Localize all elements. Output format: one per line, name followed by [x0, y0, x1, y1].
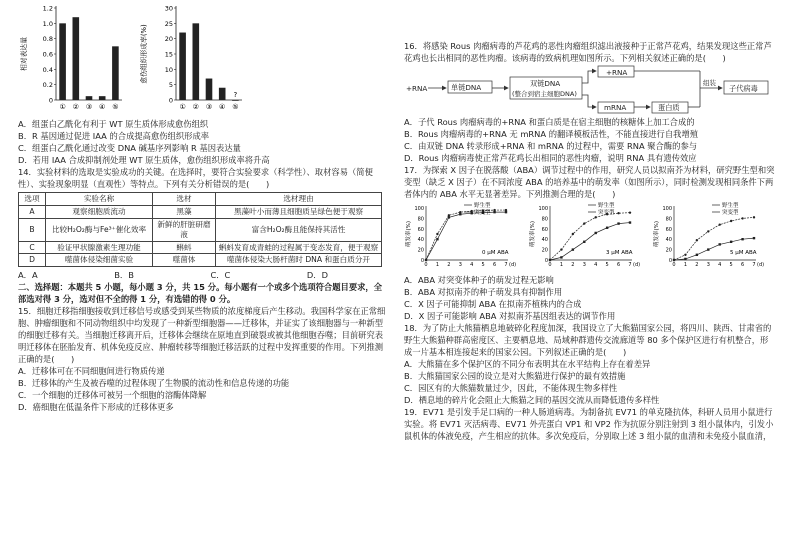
x-tick-label: 0 — [672, 262, 676, 269]
q14-answer-row — [18, 269, 328, 281]
y-axis-label: 相对表达量 — [20, 37, 28, 71]
data-point — [707, 249, 709, 251]
data-point — [719, 243, 721, 245]
data-point — [617, 223, 619, 225]
diagram-rna-in: +RNA — [406, 84, 428, 94]
data-point — [753, 216, 755, 218]
line-chart-5uM — [652, 200, 772, 274]
data-point — [730, 220, 732, 222]
x-tick-label: 2 — [695, 262, 699, 269]
y-tick-label: 80 — [541, 216, 548, 223]
data-point — [741, 238, 743, 240]
q13-option-a: A．组蛋白乙酰化有利于 WT 原生质体形成愈伤组织 — [18, 119, 209, 129]
q18-option-a: A．大熊猫在多个保护区的不同分布表明其在水平结构上存在着差异 — [404, 359, 651, 370]
bar-chart-expression — [18, 0, 128, 118]
bar — [179, 33, 186, 100]
bar — [86, 96, 93, 100]
x-tick-label: 5 — [729, 262, 733, 269]
q13-option-b: B．R 基因通过促进 IAA 的合成提高愈伤组织形成率 — [18, 131, 210, 142]
table-cell: 比较H₂O₂酶与Fe³⁺催化效率 — [46, 218, 153, 241]
x-axis-label: (d) — [757, 262, 765, 269]
bar — [232, 100, 239, 101]
x-tick-label: 3 — [458, 262, 462, 269]
q16-option-a: A．子代 Rous 肉瘤病毒的+RNA 和蛋白质是在宿主细胞的核糖体上加工合成的 — [404, 117, 695, 128]
data-point — [572, 249, 574, 251]
q13-option-c: C．组蛋白乙酰化通过改变 DNA 碱基序列影响 R 基因表达量 — [18, 143, 241, 154]
q17-option-b: B．ABA 对拟南芥的种子萌发具有抑制作用 — [404, 287, 563, 298]
y-tick-label: 1.0 — [42, 19, 53, 28]
data-point — [595, 216, 597, 218]
x-tick-label: 3 — [582, 262, 586, 269]
y-tick-label: 0 — [544, 258, 548, 265]
table-cell: 观察细胞质流动 — [46, 205, 153, 218]
bar — [112, 46, 119, 100]
table-cell: 噬菌体侵染大肠杆菌时 DNA 和蛋白质分开 — [216, 254, 382, 267]
data-point — [471, 212, 473, 214]
q16-option-d: D．Rous 肉瘤病毒使正常芦花鸡长出相同的恶性肉瘤，说明 RNA 具有遗传效应 — [404, 153, 697, 164]
x-tick-label: 4 — [594, 262, 598, 269]
x-axis-label: (d) — [509, 262, 517, 269]
x-tick-label: 6 — [616, 262, 621, 269]
table-row — [19, 254, 382, 267]
diagram-rna-out: +RNA — [606, 68, 628, 78]
data-point — [459, 211, 461, 213]
data-point — [741, 217, 743, 219]
x-tick-label: 6 — [492, 262, 497, 269]
q18-option-b: B．大熊猫国家公园的设立是对大熊猫进行保护的最有效措施 — [404, 371, 626, 382]
diagram-progeny: 子代病毒 — [729, 84, 758, 94]
table-cell: A — [19, 205, 46, 218]
q14-answer-a: A．A — [18, 270, 38, 281]
section-2-header: 二、选择题：本题共 5 小题，每小题 3 分，共 15 分。每小题有一个或多个选项符合题目要求，全部选对得 3 分，选对但不全的得 1 分，有选错的得 0 分。 — [18, 282, 383, 305]
data-point — [696, 254, 698, 256]
x-tick-label: 0 — [548, 262, 552, 269]
y-tick-label: 20 — [164, 35, 173, 44]
y-axis-label: 愈伤组织形成率(%) — [140, 24, 148, 84]
y-tick-label: 100 — [538, 206, 548, 213]
data-point — [684, 254, 686, 256]
q18-option-d: D．栖息地的碎片化会阻止大熊猫之间的基因交流从而降低遗传多样性 — [404, 395, 660, 406]
data-point — [448, 214, 450, 216]
x-tick-label: ⑤ — [112, 103, 119, 111]
q17-option-c: C．X 因子可能抑制 ABA 在拟南芥植株内的合成 — [404, 299, 582, 310]
y-tick-label: 0.6 — [42, 50, 53, 59]
x-tick-label: ④ — [99, 103, 106, 111]
table-cell: 验证甲状腺激素生理功能 — [46, 241, 153, 254]
x-tick-label: 5 — [605, 262, 609, 269]
y-tick-label: 100 — [662, 206, 672, 213]
data-point — [629, 212, 631, 214]
q14-table — [18, 192, 382, 267]
x-tick-label: ② — [72, 103, 79, 111]
line-chart-0uM — [404, 200, 524, 274]
table-cell: D — [19, 254, 46, 267]
x-tick-label: 7 — [628, 262, 632, 269]
table-header-cell: 选项 — [19, 193, 46, 206]
y-tick-label: 30 — [164, 4, 173, 13]
table-cell: 蝌蚪 — [153, 241, 216, 254]
y-axis-label: 萌发率(%) — [530, 221, 536, 248]
data-point — [673, 259, 675, 261]
line-chart-3uM — [528, 200, 648, 274]
y-tick-label: 10 — [164, 65, 173, 74]
data-point — [493, 211, 495, 213]
table-cell: 富含H₂O₂酶且能保持其活性 — [216, 218, 382, 241]
x-tick-label: ② — [192, 103, 199, 111]
data-point — [583, 241, 585, 243]
y-axis-label: 萌发率(%) — [654, 221, 660, 248]
y-tick-label: 0 — [168, 96, 173, 105]
table-header-cell: 选材理由 — [216, 193, 382, 206]
data-point — [505, 211, 507, 213]
diagram-ds-dna-note: (整合到宿主细胞DNA) — [512, 90, 577, 99]
data-point — [560, 249, 562, 251]
data-point — [549, 259, 551, 261]
q14-answer-b: B．B — [114, 270, 134, 281]
data-point — [425, 259, 427, 261]
table-cell: C — [19, 241, 46, 254]
q15-stem: 15．细胞迁移指细胞接收到迁移信号或感受到某些物质的浓度梯度后产生移动。我国科学家在正常细胞、肿瘤细胞和不同动物组织中均发现了一种新型细胞器——迁移体，并证实了该细胞器与一种新型的细胞迁移有关。当细胞迁移离开后，迁移体会继续在原地直到破裂或被其他细胞吞噬；目前研究表明迁移体在胚胎发育、机体免疫反应、肿瘤转移等细胞迁移活跃的过程中发挥重要的作用。下列推测正确的是( ) — [18, 306, 386, 365]
q15-option-a: A．迁移体可在不同细胞间进行物质传递 — [18, 366, 165, 377]
diagram-ds-dna: 双链DNA — [530, 79, 561, 89]
y-tick-label: 60 — [665, 226, 672, 233]
diagram-ss-dna: 单链DNA — [451, 83, 482, 93]
x-tick-label: ⑤ — [232, 103, 239, 111]
table-cell: 新鲜的肝脏研磨液 — [153, 218, 216, 241]
bar — [206, 79, 213, 100]
y-tick-label: 60 — [417, 226, 424, 233]
table-row — [19, 218, 382, 241]
table-header-row — [19, 193, 382, 206]
y-tick-label: 80 — [665, 216, 672, 223]
data-point — [572, 233, 574, 235]
q16-stem: 16．将感染 Rous 肉瘤病毒的芦花鸡的恶性肉瘤组织滤出液接种于正常芦花鸡，结果发现这些正常芦花鸡也长出相同的恶性肉瘤。该病毒的致病机理如图所示。下列相关叙述正确的是( ) — [404, 41, 772, 64]
y-tick-label: 20 — [665, 247, 672, 254]
bar — [99, 96, 106, 100]
y-tick-label: 100 — [414, 206, 424, 213]
x-tick-label: 7 — [504, 262, 508, 269]
bar — [219, 88, 226, 100]
diagram-protein: 蛋白质 — [658, 103, 680, 113]
data-point — [436, 233, 438, 235]
y-tick-label: 0.4 — [42, 65, 53, 74]
q16-option-b: B．Rous 肉瘤病毒的+RNA 无 mRNA 的翻译模板活性，不能直接进行自我增殖 — [404, 129, 699, 140]
x-tick-label: ④ — [219, 103, 226, 111]
x-tick-label: 4 — [718, 262, 722, 269]
data-point — [730, 241, 732, 243]
x-tick-label: 2 — [571, 262, 575, 269]
data-point — [719, 224, 721, 226]
right-column — [404, 40, 776, 442]
y-tick-label: 0 — [48, 96, 53, 105]
data-point — [560, 256, 562, 258]
q14-answer-d: D．D — [306, 270, 328, 281]
legend-label: 野生型 — [598, 203, 615, 210]
diagram-mrna: mRNA — [604, 103, 627, 113]
bar — [193, 23, 200, 100]
x-tick-label: 1 — [435, 262, 440, 269]
data-point — [493, 209, 495, 211]
virus-mechanism-diagram — [404, 65, 776, 115]
y-tick-label: 15 — [164, 50, 173, 59]
x-tick-label: 1 — [559, 262, 564, 269]
y-tick-label: 1.2 — [42, 4, 53, 13]
x-tick-label: 5 — [481, 262, 485, 269]
bar-chart-callus-rate — [138, 0, 268, 118]
table-header-cell: 实验名称 — [46, 193, 153, 206]
x-tick-label: ③ — [205, 103, 213, 111]
q14-stem: 14．实验材料的选取是实验成功的关键。在选择时，要符合实验要求（科学性）、取材容易（简便性）、实验现象明显（直观性）等特点。下列有关分析错误的是( ) — [18, 167, 373, 190]
table-cell: 噬菌体 — [153, 254, 216, 267]
x-axis-label: (d) — [633, 262, 641, 269]
legend-label: 野生型 — [722, 203, 739, 210]
table-cell: 黑藻叶小而薄且细胞质呈绿色便于观察 — [216, 205, 382, 218]
data-point — [684, 258, 686, 260]
q19-stem: 19．EV71 是引发手足口病的一种人肠道病毒。为制备抗 EV71 的单克隆抗体，科研人员用小鼠进行实验。将 EV71 灭活病毒、EV71 外壳蛋白 VP1 和 VP2 作为抗原分别注射到 3 组小鼠体内，引发小鼠机体的体液免疫，产生相应的抗体。多次免疫后，分别取上述 3 组小鼠的血清和未免疫小鼠血清， — [404, 407, 774, 442]
legend-label: 突变型 — [598, 210, 615, 217]
x-tick-label: 7 — [752, 262, 756, 269]
bar — [59, 23, 66, 100]
data-point — [617, 212, 619, 214]
table-cell: B — [19, 218, 46, 241]
q15-option-d: D．癌细胞在低温条件下形成的迁移体更多 — [18, 402, 174, 413]
chart-annotation: 0 μM ABA — [482, 250, 509, 257]
diagram-assemble: 组装 — [703, 79, 716, 88]
data-point — [505, 209, 507, 211]
legend-label: 突变型 — [474, 210, 491, 217]
data-point — [696, 239, 698, 241]
y-tick-label: 60 — [541, 226, 548, 233]
data-point — [707, 230, 709, 232]
x-tick-label: 0 — [424, 262, 428, 269]
y-tick-label: 0.2 — [42, 81, 53, 90]
data-point — [595, 232, 597, 234]
bar — [73, 17, 80, 100]
chart-annotation: 5 μM ABA — [730, 250, 757, 257]
q14-answer-c: C．C — [210, 270, 231, 281]
y-tick-label: 20 — [417, 247, 424, 254]
x-tick-label: 2 — [447, 262, 451, 269]
q18-option-c: C．园区有的大熊猫数量过少，因此，不能体现生物多样性 — [404, 383, 618, 394]
chart-annotation: 3 μM ABA — [606, 250, 633, 257]
q15-option-b: B．迁移体的产生及被吞噬的过程体现了生物膜的流动性和信息传递的功能 — [18, 378, 290, 389]
left-column — [18, 0, 390, 413]
y-tick-label: 40 — [665, 237, 672, 244]
legend-label: 野生型 — [474, 203, 491, 210]
x-tick-label: 3 — [706, 262, 710, 269]
y-tick-label: 25 — [164, 19, 173, 28]
data-point — [436, 238, 438, 240]
table-cell: 噬菌体侵染细菌实验 — [46, 254, 153, 267]
x-tick-label: 6 — [740, 262, 745, 269]
q17-option-a: A．ABA 对突变体种子的萌发过程无影响 — [404, 275, 554, 286]
y-axis-label: 萌发率(%) — [406, 221, 412, 248]
x-tick-label: 1 — [683, 262, 688, 269]
data-point — [583, 223, 585, 225]
table-row — [19, 205, 382, 218]
q17-option-d: D．X 因子可能影响 ABA 对拟南芥基因组表达的调节作用 — [404, 311, 616, 322]
y-tick-label: 20 — [541, 247, 548, 254]
x-tick-label: ① — [179, 103, 186, 111]
y-tick-label: 0 — [668, 258, 672, 265]
x-tick-label: ① — [59, 103, 66, 111]
data-point — [459, 213, 461, 215]
table-cell: 黑藻 — [153, 205, 216, 218]
data-point — [606, 227, 608, 229]
bar-annotation: ? — [233, 91, 238, 99]
legend-label: 突变型 — [722, 210, 739, 217]
y-tick-label: 0 — [420, 258, 424, 265]
table-cell: 蝌蚪发育成青蛙的过程属于变态发育，便于观察 — [216, 241, 382, 254]
y-tick-label: 0.8 — [42, 35, 53, 44]
q17-stem: 17．为探索 X 因子在脱落酸（ABA）调节过程中的作用，研究人员以拟南芥为材料，研究野生型和突变型（缺乏 X 因子）在不同浓度 ABA 的培养基中的萌发率（如图所示），同时检测发现相同条件下两者体内的 ABA 水平无显著差异。下列推测合理的是( ) — [404, 165, 775, 200]
y-tick-label: 5 — [168, 81, 173, 90]
q16-option-c: C．由双链 DNA 转录形成+RNA 和 mRNA 的过程中，需要 RNA 聚合酶的参与 — [404, 141, 698, 152]
data-point — [753, 237, 755, 239]
table-header-cell: 选材 — [153, 193, 216, 206]
x-tick-label: ③ — [85, 103, 93, 111]
y-tick-label: 40 — [417, 237, 424, 244]
q15-option-c: C．一个细胞的迁移体可被另一个细胞的溶酶体降解 — [18, 390, 207, 401]
q18-stem: 18．为了防止大熊猫栖息地破碎化程度加深，我国设立了大熊猫国家公园，将四川、陕西、甘肃省的野生大熊猫种群高密度区、主要栖息地、局域种群遗传交流廊道等 80 多个保护区进行有机整合，形成一片基本相连接起来的国家公园。下列叙述正确的是( ) — [404, 323, 772, 358]
x-tick-label: 4 — [470, 262, 474, 269]
line-charts-row — [404, 200, 776, 274]
y-tick-label: 80 — [417, 216, 424, 223]
q13-option-d: D．若用 IAA 合成抑制剂处理 WT 原生质体，愈伤组织形成率将升高 — [18, 155, 270, 166]
table-row — [19, 241, 382, 254]
data-point — [629, 222, 631, 224]
bar-charts-row — [18, 0, 390, 118]
y-tick-label: 40 — [541, 237, 548, 244]
